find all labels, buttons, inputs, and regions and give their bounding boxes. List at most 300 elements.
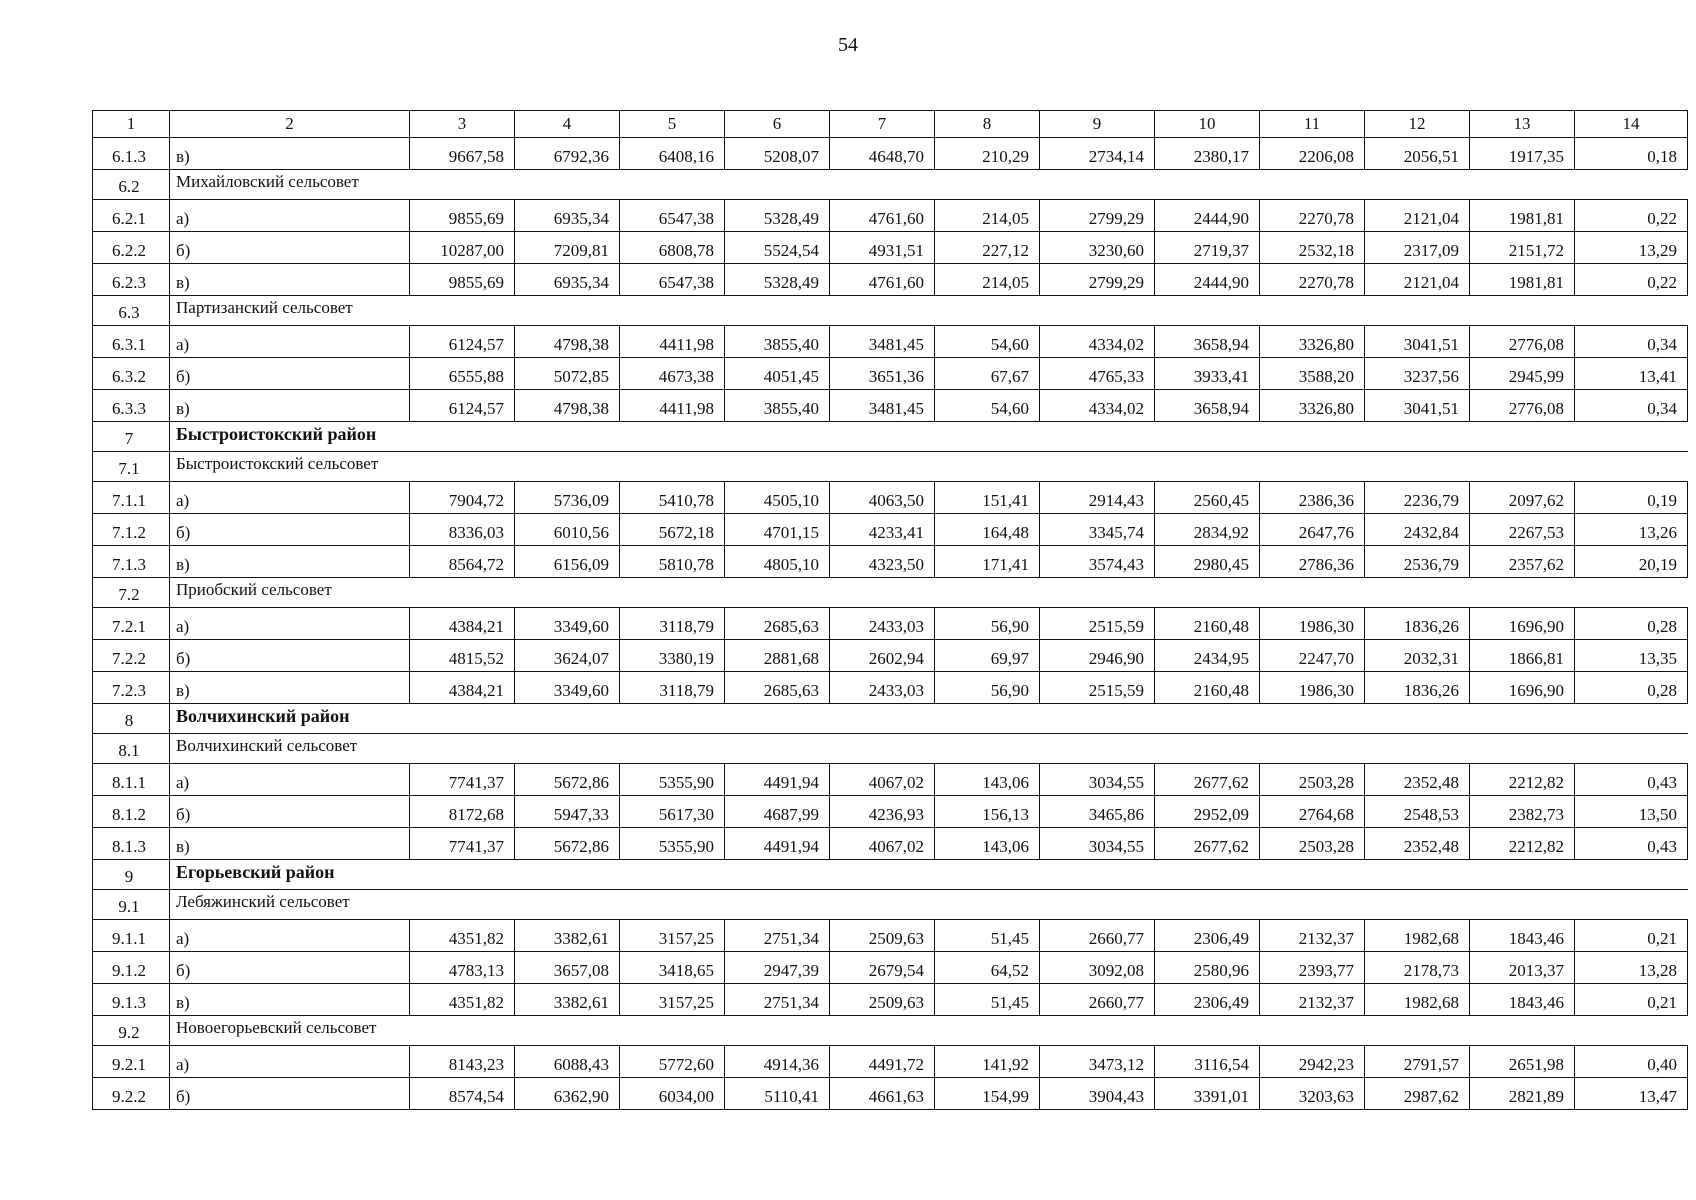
- council-header-row: [93, 1016, 1688, 1046]
- district-header-row: [93, 704, 1688, 734]
- value-cell: 3574,43: [1040, 546, 1155, 578]
- value-cell: 13,29: [1575, 232, 1688, 264]
- value-cell: 2987,62: [1365, 1078, 1470, 1110]
- value-cell: 4384,21: [410, 672, 515, 704]
- council-header-row: [93, 890, 1688, 920]
- value-cell: 3118,79: [620, 608, 725, 640]
- value-cell: 2791,57: [1365, 1046, 1470, 1078]
- value-cell: 164,48: [935, 514, 1040, 546]
- value-cell: 3465,86: [1040, 796, 1155, 828]
- table-row: [93, 358, 1688, 390]
- column-number-header: 3: [410, 111, 515, 138]
- value-cell: 2580,96: [1155, 952, 1260, 984]
- value-cell: 2380,17: [1155, 138, 1260, 170]
- value-cell: 51,45: [935, 920, 1040, 952]
- value-cell: 214,05: [935, 200, 1040, 232]
- row-code: 7.2.3: [93, 672, 170, 704]
- council-title: Приобский сельсовет: [170, 578, 1688, 608]
- column-number-header: 11: [1260, 111, 1365, 138]
- value-cell: 3651,36: [830, 358, 935, 390]
- table-row: [93, 984, 1688, 1016]
- value-cell: 2764,68: [1260, 796, 1365, 828]
- column-number-header: 7: [830, 111, 935, 138]
- value-cell: 4505,10: [725, 482, 830, 514]
- table-row: [93, 326, 1688, 358]
- value-cell: 6124,57: [410, 326, 515, 358]
- value-cell: 2751,34: [725, 920, 830, 952]
- value-cell: 0,40: [1575, 1046, 1688, 1078]
- value-cell: 4798,38: [515, 390, 620, 422]
- value-cell: 0,43: [1575, 764, 1688, 796]
- row-label: а): [170, 764, 410, 796]
- row-code: 6.3.1: [93, 326, 170, 358]
- value-cell: 56,90: [935, 672, 1040, 704]
- value-cell: 171,41: [935, 546, 1040, 578]
- value-cell: 1843,46: [1470, 920, 1575, 952]
- council-title: Партизанский сельсовет: [170, 296, 1688, 326]
- value-cell: 2509,63: [830, 984, 935, 1016]
- row-label: б): [170, 1078, 410, 1110]
- value-cell: 13,47: [1575, 1078, 1688, 1110]
- value-cell: 13,50: [1575, 796, 1688, 828]
- column-number-header: 10: [1155, 111, 1260, 138]
- value-cell: 1836,26: [1365, 608, 1470, 640]
- value-cell: 1836,26: [1365, 672, 1470, 704]
- value-cell: 2734,14: [1040, 138, 1155, 170]
- value-cell: 2270,78: [1260, 200, 1365, 232]
- section-code: 6.3: [93, 296, 170, 326]
- value-cell: 2834,92: [1155, 514, 1260, 546]
- value-cell: 2548,53: [1365, 796, 1470, 828]
- value-cell: 5672,18: [620, 514, 725, 546]
- value-cell: 2433,03: [830, 672, 935, 704]
- value-cell: 2685,63: [725, 608, 830, 640]
- row-code: 8.1.1: [93, 764, 170, 796]
- value-cell: 5617,30: [620, 796, 725, 828]
- value-cell: 0,43: [1575, 828, 1688, 860]
- value-cell: 8143,23: [410, 1046, 515, 1078]
- value-cell: 7741,37: [410, 764, 515, 796]
- column-number-header: 6: [725, 111, 830, 138]
- value-cell: 3624,07: [515, 640, 620, 672]
- value-cell: 3326,80: [1260, 326, 1365, 358]
- tariff-table: [92, 110, 1688, 1110]
- row-label: в): [170, 138, 410, 170]
- value-cell: 2444,90: [1155, 200, 1260, 232]
- value-cell: 4648,70: [830, 138, 935, 170]
- value-cell: 3391,01: [1155, 1078, 1260, 1110]
- value-cell: 5772,60: [620, 1046, 725, 1078]
- value-cell: 69,97: [935, 640, 1040, 672]
- value-cell: 5328,49: [725, 200, 830, 232]
- column-number-header: 4: [515, 111, 620, 138]
- value-cell: 3349,60: [515, 608, 620, 640]
- value-cell: 2515,59: [1040, 608, 1155, 640]
- value-cell: 5672,86: [515, 828, 620, 860]
- value-cell: 0,34: [1575, 390, 1688, 422]
- value-cell: 2786,36: [1260, 546, 1365, 578]
- section-code: 7.2: [93, 578, 170, 608]
- value-cell: 214,05: [935, 264, 1040, 296]
- table-body: [93, 138, 1688, 1110]
- value-cell: 3382,61: [515, 920, 620, 952]
- value-cell: 143,06: [935, 828, 1040, 860]
- row-code: 7.2.2: [93, 640, 170, 672]
- value-cell: 6792,36: [515, 138, 620, 170]
- row-code: 6.2.3: [93, 264, 170, 296]
- value-cell: 2660,77: [1040, 984, 1155, 1016]
- value-cell: 1982,68: [1365, 984, 1470, 1016]
- value-cell: 2560,45: [1155, 482, 1260, 514]
- value-cell: 4351,82: [410, 984, 515, 1016]
- value-cell: 2434,95: [1155, 640, 1260, 672]
- value-cell: 7904,72: [410, 482, 515, 514]
- value-cell: 6362,90: [515, 1078, 620, 1110]
- column-number-header: 8: [935, 111, 1040, 138]
- value-cell: 4411,98: [620, 390, 725, 422]
- value-cell: 1843,46: [1470, 984, 1575, 1016]
- value-cell: 3118,79: [620, 672, 725, 704]
- value-cell: 2952,09: [1155, 796, 1260, 828]
- table-row: [93, 828, 1688, 860]
- value-cell: 8564,72: [410, 546, 515, 578]
- value-cell: 5208,07: [725, 138, 830, 170]
- value-cell: 2270,78: [1260, 264, 1365, 296]
- row-label: в): [170, 546, 410, 578]
- value-cell: 4351,82: [410, 920, 515, 952]
- value-cell: 13,28: [1575, 952, 1688, 984]
- council-header-row: [93, 452, 1688, 482]
- value-cell: 2352,48: [1365, 828, 1470, 860]
- value-cell: 51,45: [935, 984, 1040, 1016]
- value-cell: 4783,13: [410, 952, 515, 984]
- value-cell: 3658,94: [1155, 326, 1260, 358]
- value-cell: 3326,80: [1260, 390, 1365, 422]
- value-cell: 3481,45: [830, 326, 935, 358]
- value-cell: 54,60: [935, 390, 1040, 422]
- table-row: [93, 138, 1688, 170]
- value-cell: 2799,29: [1040, 200, 1155, 232]
- row-label: б): [170, 358, 410, 390]
- value-cell: 2132,37: [1260, 920, 1365, 952]
- value-cell: 227,12: [935, 232, 1040, 264]
- value-cell: 1917,35: [1470, 138, 1575, 170]
- value-cell: 3933,41: [1155, 358, 1260, 390]
- table-row: [93, 608, 1688, 640]
- value-cell: 4323,50: [830, 546, 935, 578]
- value-cell: 9855,69: [410, 200, 515, 232]
- value-cell: 2751,34: [725, 984, 830, 1016]
- value-cell: 2306,49: [1155, 984, 1260, 1016]
- value-cell: 6088,43: [515, 1046, 620, 1078]
- section-code: 7: [93, 422, 170, 452]
- value-cell: 4236,93: [830, 796, 935, 828]
- value-cell: 1982,68: [1365, 920, 1470, 952]
- value-cell: 7741,37: [410, 828, 515, 860]
- value-cell: 3237,56: [1365, 358, 1470, 390]
- row-label: а): [170, 1046, 410, 1078]
- table-row: [93, 796, 1688, 828]
- value-cell: 4931,51: [830, 232, 935, 264]
- council-title: Михайловский сельсовет: [170, 170, 1688, 200]
- value-cell: 2776,08: [1470, 390, 1575, 422]
- value-cell: 5947,33: [515, 796, 620, 828]
- row-code: 6.2.1: [93, 200, 170, 232]
- value-cell: 6010,56: [515, 514, 620, 546]
- value-cell: 2980,45: [1155, 546, 1260, 578]
- value-cell: 2719,37: [1155, 232, 1260, 264]
- value-cell: 4761,60: [830, 200, 935, 232]
- value-cell: 2660,77: [1040, 920, 1155, 952]
- row-label: в): [170, 264, 410, 296]
- value-cell: 9667,58: [410, 138, 515, 170]
- value-cell: 4815,52: [410, 640, 515, 672]
- row-label: в): [170, 984, 410, 1016]
- value-cell: 0,21: [1575, 920, 1688, 952]
- value-cell: 2946,90: [1040, 640, 1155, 672]
- value-cell: 8574,54: [410, 1078, 515, 1110]
- section-code: 9.2: [93, 1016, 170, 1046]
- value-cell: 4334,02: [1040, 390, 1155, 422]
- value-cell: 1981,81: [1470, 200, 1575, 232]
- section-code: 8: [93, 704, 170, 734]
- value-cell: 2206,08: [1260, 138, 1365, 170]
- row-code: 7.2.1: [93, 608, 170, 640]
- section-code: 8.1: [93, 734, 170, 764]
- value-cell: 2432,84: [1365, 514, 1470, 546]
- value-cell: 2132,37: [1260, 984, 1365, 1016]
- row-label: б): [170, 952, 410, 984]
- value-cell: 0,22: [1575, 200, 1688, 232]
- value-cell: 141,92: [935, 1046, 1040, 1078]
- value-cell: 10287,00: [410, 232, 515, 264]
- value-cell: 4334,02: [1040, 326, 1155, 358]
- table-row: [93, 514, 1688, 546]
- value-cell: 64,52: [935, 952, 1040, 984]
- value-cell: 4067,02: [830, 828, 935, 860]
- value-cell: 6034,00: [620, 1078, 725, 1110]
- value-cell: 4063,50: [830, 482, 935, 514]
- row-label: б): [170, 796, 410, 828]
- value-cell: 2212,82: [1470, 828, 1575, 860]
- value-cell: 1866,81: [1470, 640, 1575, 672]
- value-cell: 3092,08: [1040, 952, 1155, 984]
- column-number-header: 14: [1575, 111, 1688, 138]
- row-label: а): [170, 920, 410, 952]
- value-cell: 143,06: [935, 764, 1040, 796]
- value-cell: 2121,04: [1365, 200, 1470, 232]
- value-cell: 1696,90: [1470, 608, 1575, 640]
- value-cell: 6408,16: [620, 138, 725, 170]
- value-cell: 2509,63: [830, 920, 935, 952]
- value-cell: 0,19: [1575, 482, 1688, 514]
- value-cell: 2393,77: [1260, 952, 1365, 984]
- value-cell: 4233,41: [830, 514, 935, 546]
- value-cell: 2503,28: [1260, 828, 1365, 860]
- value-cell: 0,22: [1575, 264, 1688, 296]
- row-code: 6.3.2: [93, 358, 170, 390]
- value-cell: 2942,23: [1260, 1046, 1365, 1078]
- value-cell: 3904,43: [1040, 1078, 1155, 1110]
- value-cell: 2685,63: [725, 672, 830, 704]
- value-cell: 67,67: [935, 358, 1040, 390]
- value-cell: 2821,89: [1470, 1078, 1575, 1110]
- value-cell: 4805,10: [725, 546, 830, 578]
- value-cell: 6124,57: [410, 390, 515, 422]
- row-label: а): [170, 326, 410, 358]
- council-header-row: [93, 578, 1688, 608]
- value-cell: 6156,09: [515, 546, 620, 578]
- value-cell: 5110,41: [725, 1078, 830, 1110]
- value-cell: 2679,54: [830, 952, 935, 984]
- value-cell: 4687,99: [725, 796, 830, 828]
- column-number-header: 12: [1365, 111, 1470, 138]
- value-cell: 2914,43: [1040, 482, 1155, 514]
- value-cell: 1696,90: [1470, 672, 1575, 704]
- value-cell: 3349,60: [515, 672, 620, 704]
- value-cell: 3855,40: [725, 326, 830, 358]
- council-title: Быстроистокский сельсовет: [170, 452, 1688, 482]
- row-code: 7.1.1: [93, 482, 170, 514]
- value-cell: 3481,45: [830, 390, 935, 422]
- value-cell: 6935,34: [515, 264, 620, 296]
- column-number-row: [93, 111, 1688, 138]
- value-cell: 3116,54: [1155, 1046, 1260, 1078]
- table-row: [93, 1046, 1688, 1078]
- value-cell: 2947,39: [725, 952, 830, 984]
- value-cell: 2677,62: [1155, 828, 1260, 860]
- value-cell: 5672,86: [515, 764, 620, 796]
- value-cell: 2433,03: [830, 608, 935, 640]
- row-code: 9.1.1: [93, 920, 170, 952]
- value-cell: 8336,03: [410, 514, 515, 546]
- row-code: 7.1.3: [93, 546, 170, 578]
- value-cell: 5355,90: [620, 764, 725, 796]
- value-cell: 2532,18: [1260, 232, 1365, 264]
- value-cell: 2151,72: [1470, 232, 1575, 264]
- table-row: [93, 920, 1688, 952]
- value-cell: 2247,70: [1260, 640, 1365, 672]
- row-code: 9.2.2: [93, 1078, 170, 1110]
- value-cell: 1986,30: [1260, 672, 1365, 704]
- table-row: [93, 264, 1688, 296]
- value-cell: 2382,73: [1470, 796, 1575, 828]
- value-cell: 2178,73: [1365, 952, 1470, 984]
- row-code: 6.3.3: [93, 390, 170, 422]
- row-code: 8.1.3: [93, 828, 170, 860]
- row-label: а): [170, 482, 410, 514]
- value-cell: 2056,51: [1365, 138, 1470, 170]
- value-cell: 2357,62: [1470, 546, 1575, 578]
- value-cell: 210,29: [935, 138, 1040, 170]
- value-cell: 7209,81: [515, 232, 620, 264]
- value-cell: 4761,60: [830, 264, 935, 296]
- value-cell: 4798,38: [515, 326, 620, 358]
- section-code: 7.1: [93, 452, 170, 482]
- column-number-header: 5: [620, 111, 725, 138]
- page-number: 54: [838, 34, 858, 56]
- value-cell: 1981,81: [1470, 264, 1575, 296]
- district-title: Егорьевский район: [170, 860, 1688, 890]
- value-cell: 151,41: [935, 482, 1040, 514]
- row-label: а): [170, 608, 410, 640]
- value-cell: 2799,29: [1040, 264, 1155, 296]
- row-code: 9.1.2: [93, 952, 170, 984]
- row-label: б): [170, 514, 410, 546]
- value-cell: 0,21: [1575, 984, 1688, 1016]
- value-cell: 4914,36: [725, 1046, 830, 1078]
- value-cell: 6555,88: [410, 358, 515, 390]
- district-title: Волчихинский район: [170, 704, 1688, 734]
- row-label: б): [170, 232, 410, 264]
- value-cell: 4491,72: [830, 1046, 935, 1078]
- value-cell: 4765,33: [1040, 358, 1155, 390]
- section-code: 9: [93, 860, 170, 890]
- value-cell: 2515,59: [1040, 672, 1155, 704]
- value-cell: 3380,19: [620, 640, 725, 672]
- value-cell: 5328,49: [725, 264, 830, 296]
- value-cell: 5736,09: [515, 482, 620, 514]
- value-cell: 2121,04: [1365, 264, 1470, 296]
- value-cell: 13,41: [1575, 358, 1688, 390]
- table-row: [93, 764, 1688, 796]
- column-number-header: 1: [93, 111, 170, 138]
- row-code: 9.2.1: [93, 1046, 170, 1078]
- value-cell: 3382,61: [515, 984, 620, 1016]
- value-cell: 13,26: [1575, 514, 1688, 546]
- value-cell: 2032,31: [1365, 640, 1470, 672]
- council-header-row: [93, 296, 1688, 326]
- row-label: в): [170, 390, 410, 422]
- value-cell: 4067,02: [830, 764, 935, 796]
- value-cell: 5410,78: [620, 482, 725, 514]
- district-header-row: [93, 422, 1688, 452]
- column-number-header: 2: [170, 111, 410, 138]
- value-cell: 2444,90: [1155, 264, 1260, 296]
- value-cell: 6547,38: [620, 264, 725, 296]
- value-cell: 2651,98: [1470, 1046, 1575, 1078]
- value-cell: 4491,94: [725, 764, 830, 796]
- column-number-header: 13: [1470, 111, 1575, 138]
- table-row: [93, 672, 1688, 704]
- value-cell: 2386,36: [1260, 482, 1365, 514]
- table-row: [93, 640, 1688, 672]
- value-cell: 0,18: [1575, 138, 1688, 170]
- table-row: [93, 200, 1688, 232]
- value-cell: 2160,48: [1155, 672, 1260, 704]
- row-label: а): [170, 200, 410, 232]
- value-cell: 2160,48: [1155, 608, 1260, 640]
- district-header-row: [93, 860, 1688, 890]
- value-cell: 3157,25: [620, 984, 725, 1016]
- value-cell: 2013,37: [1470, 952, 1575, 984]
- value-cell: 3041,51: [1365, 390, 1470, 422]
- value-cell: 2097,62: [1470, 482, 1575, 514]
- value-cell: 2306,49: [1155, 920, 1260, 952]
- value-cell: 2602,94: [830, 640, 935, 672]
- row-code: 6.2.2: [93, 232, 170, 264]
- value-cell: 0,28: [1575, 608, 1688, 640]
- value-cell: 3418,65: [620, 952, 725, 984]
- value-cell: 8172,68: [410, 796, 515, 828]
- value-cell: 2267,53: [1470, 514, 1575, 546]
- value-cell: 13,35: [1575, 640, 1688, 672]
- value-cell: 3657,08: [515, 952, 620, 984]
- value-cell: 5810,78: [620, 546, 725, 578]
- value-cell: 4701,15: [725, 514, 830, 546]
- council-title: Волчихинский сельсовет: [170, 734, 1688, 764]
- table-row: [93, 1078, 1688, 1110]
